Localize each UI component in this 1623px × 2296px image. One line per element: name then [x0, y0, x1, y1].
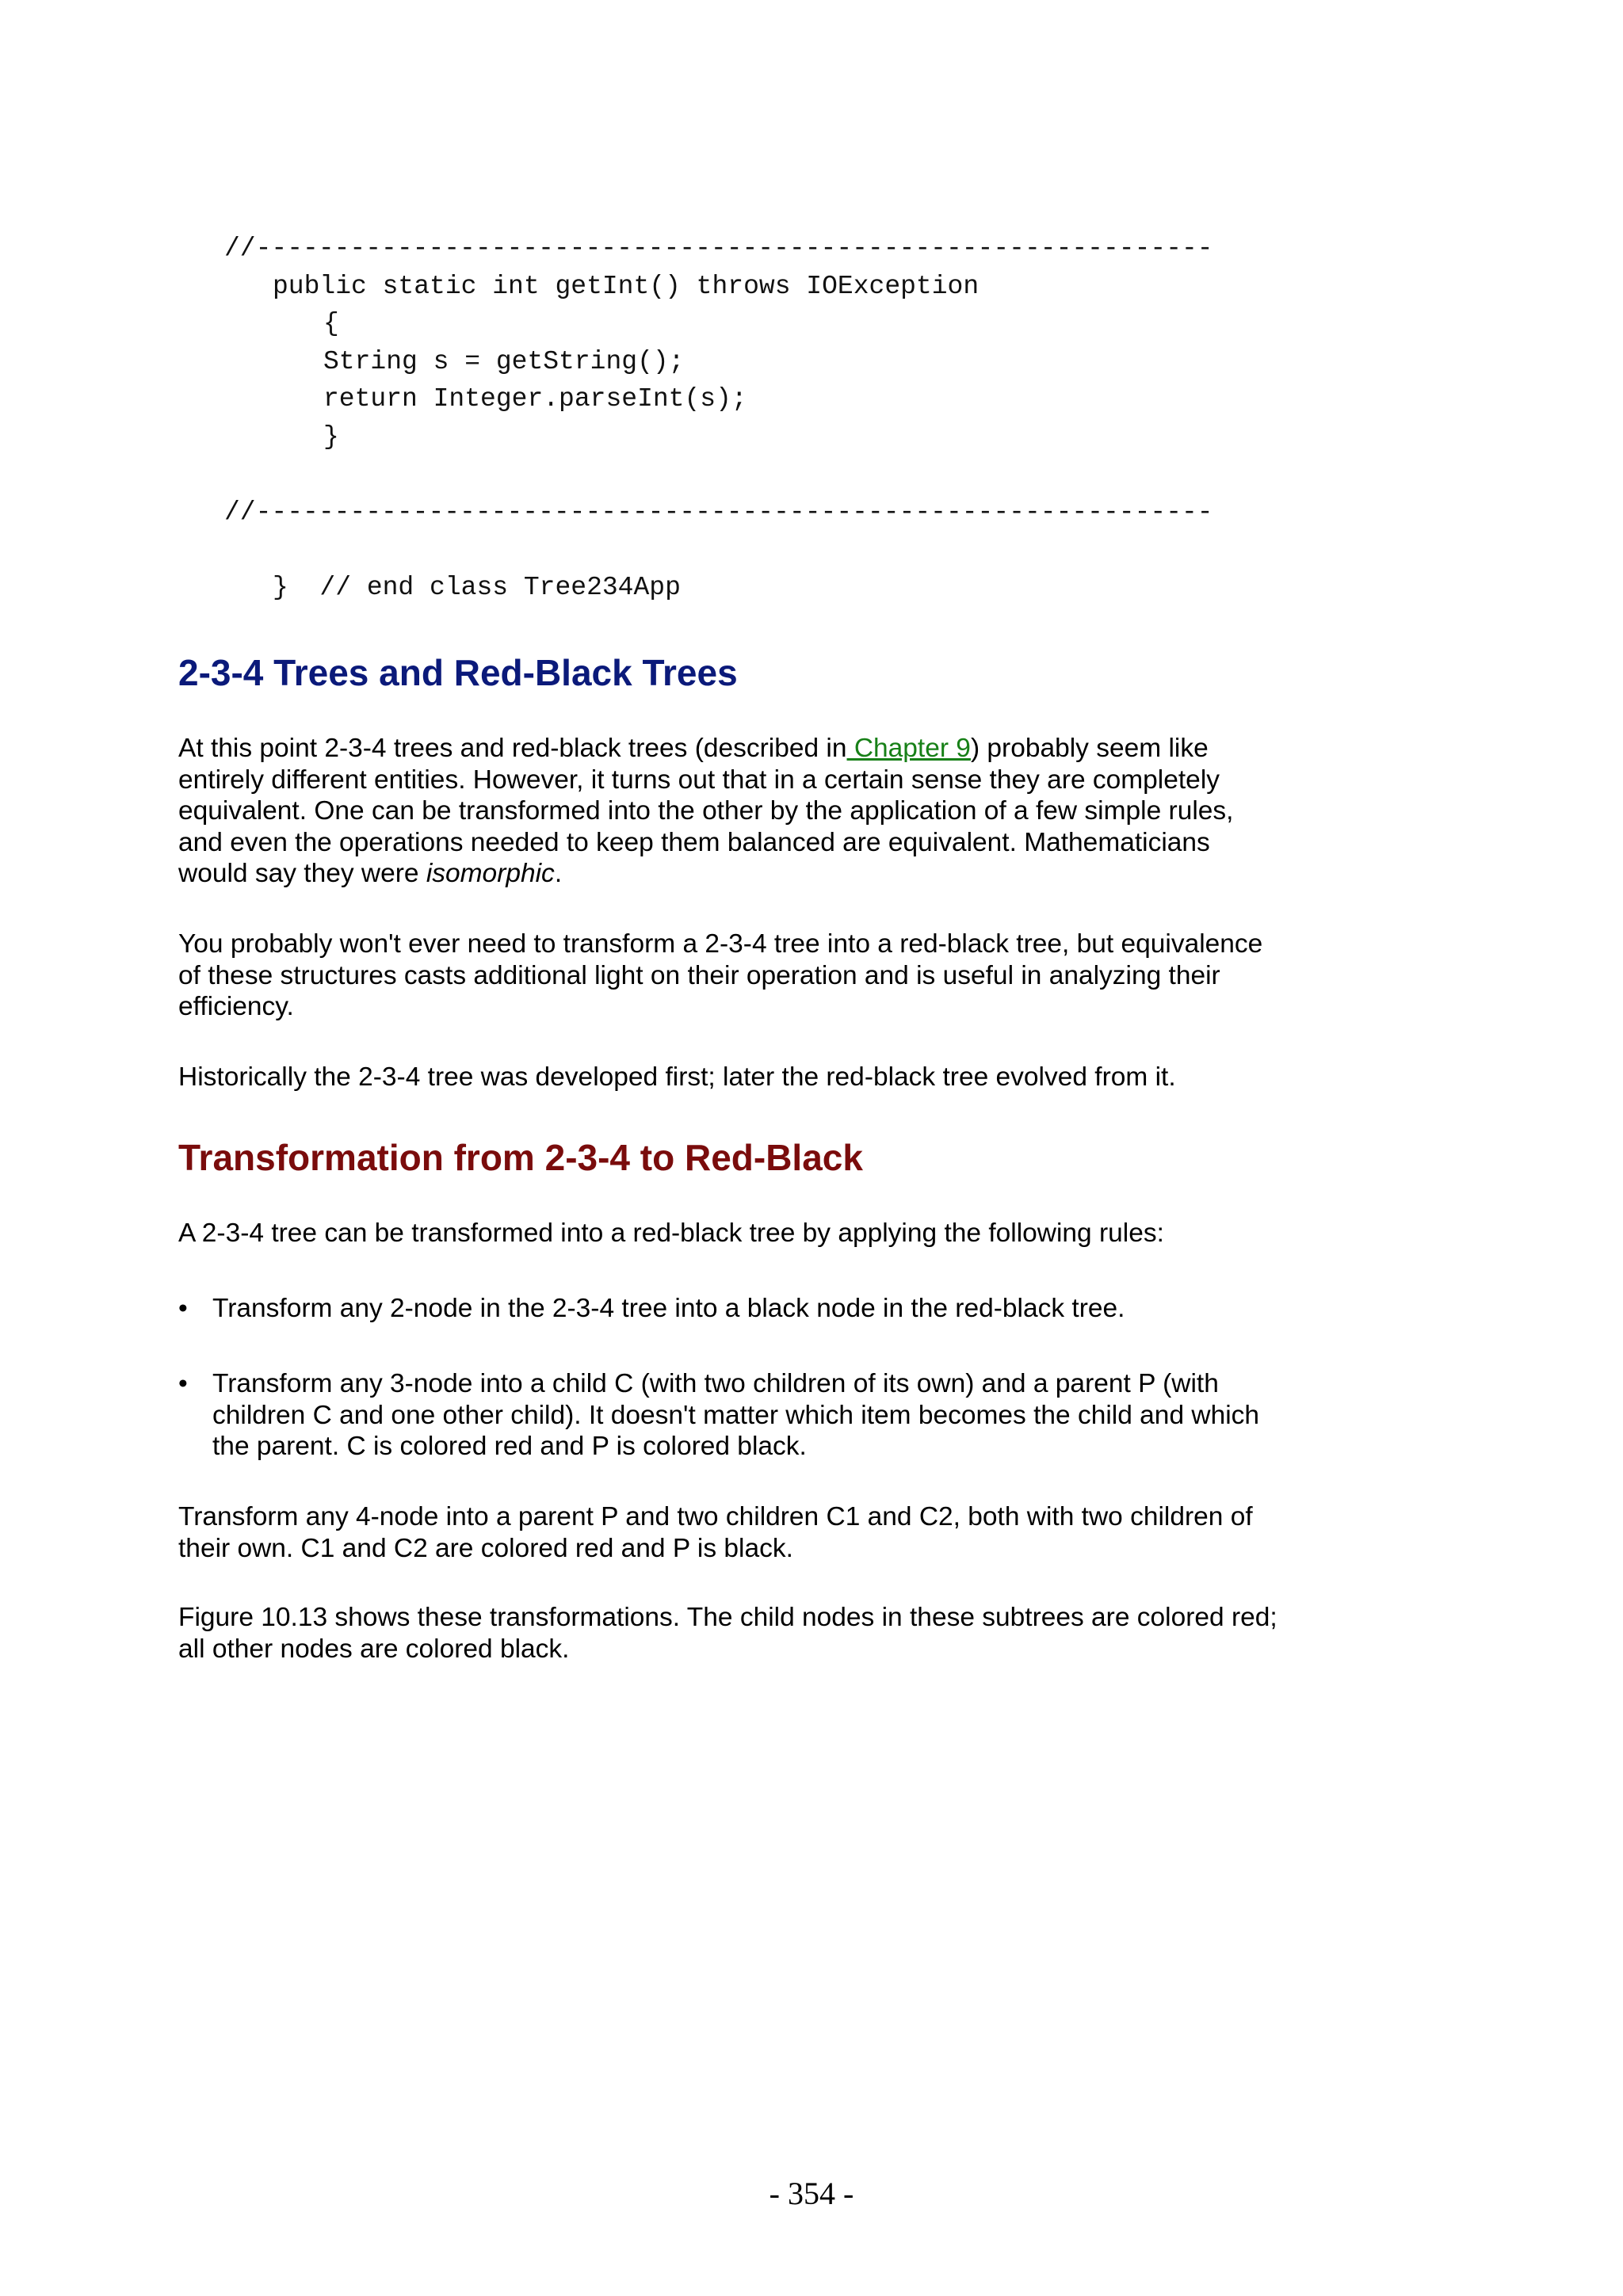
code-line-open-brace: {	[323, 309, 339, 338]
code-line-get-string: String s = getString();	[323, 347, 685, 376]
code-line-method-signature: public static int getInt() throws IOException	[273, 272, 980, 301]
emphasis-isomorphic: isomorphic	[426, 859, 555, 888]
paragraph-intro-rules: A 2-3-4 tree can be transformed into a red-black tree by applying the following rules:	[178, 1219, 1164, 1248]
code-separator-line: //-------------------------------------------------------------	[224, 234, 1213, 263]
code-listing	[0, 0, 1623, 602]
code-line-end-class: } // end class Tree234App	[273, 573, 681, 602]
paragraph-history: Historically the 2-3-4 tree was developed first; later the red-black tree evolved from it.	[178, 1062, 1176, 1092]
paragraph-text: .	[554, 859, 563, 888]
list-item-text: Transform any 2-node in the 2-3-4 tree into a black node in the red-black tree.	[212, 1294, 1125, 1323]
paragraph-4-node: Transform any 4-node into a parent P and two children C1 and C2, both with two children of their own. C1 and C2 are colored red and P is black.	[178, 1502, 1253, 1563]
page-number: - 354 -	[769, 2176, 854, 2211]
paragraph-transform-need: You probably won't ever need to transform a 2-3-4 tree into a red-black tree, but equivalence of these structures casts additional light on their operation and is useful in analyzing their efficiency.	[178, 929, 1263, 1021]
code-line-close-brace: }	[323, 422, 339, 452]
code-line-return: return Integer.parseInt(s);	[323, 384, 747, 414]
bullet-icon: •	[178, 1369, 188, 1398]
code-separator-line: //-------------------------------------------------------------	[224, 498, 1213, 527]
paragraph-text: At this point 2-3-4 trees and red-black trees (described in	[178, 734, 847, 763]
paragraph-equivalence	[178, 733, 1280, 890]
section-heading-transformation: Transformation from 2-3-4 to Red-Black	[178, 1137, 863, 1178]
section-heading-2-3-4-and-red-black: 2-3-4 Trees and Red-Black Trees	[178, 652, 738, 693]
paragraph-text: ) probably seem like entirely different entities. However, it turns out that in a certain sense they are completely equivalent. One can be transformed into the other by the application of a few simple rules, and even the operations needed to keep them balanced are equivalent. Mathematicians would say they were	[178, 734, 1234, 888]
paragraph-figure-reference: Figure 10.13 shows these transformations. The child nodes in these subtrees are colored red; all other nodes are colored black.	[178, 1603, 1277, 1664]
list-item-text: Transform any 3-node into a child C (with two children of its own) and a parent P (with children C and one other child). It doesn't matter which item becomes the child and which the parent. C is colored red and P is colored black.	[212, 1369, 1260, 1461]
bullet-icon: •	[178, 1294, 188, 1323]
chapter-9-link[interactable]: Chapter 9	[846, 734, 971, 763]
